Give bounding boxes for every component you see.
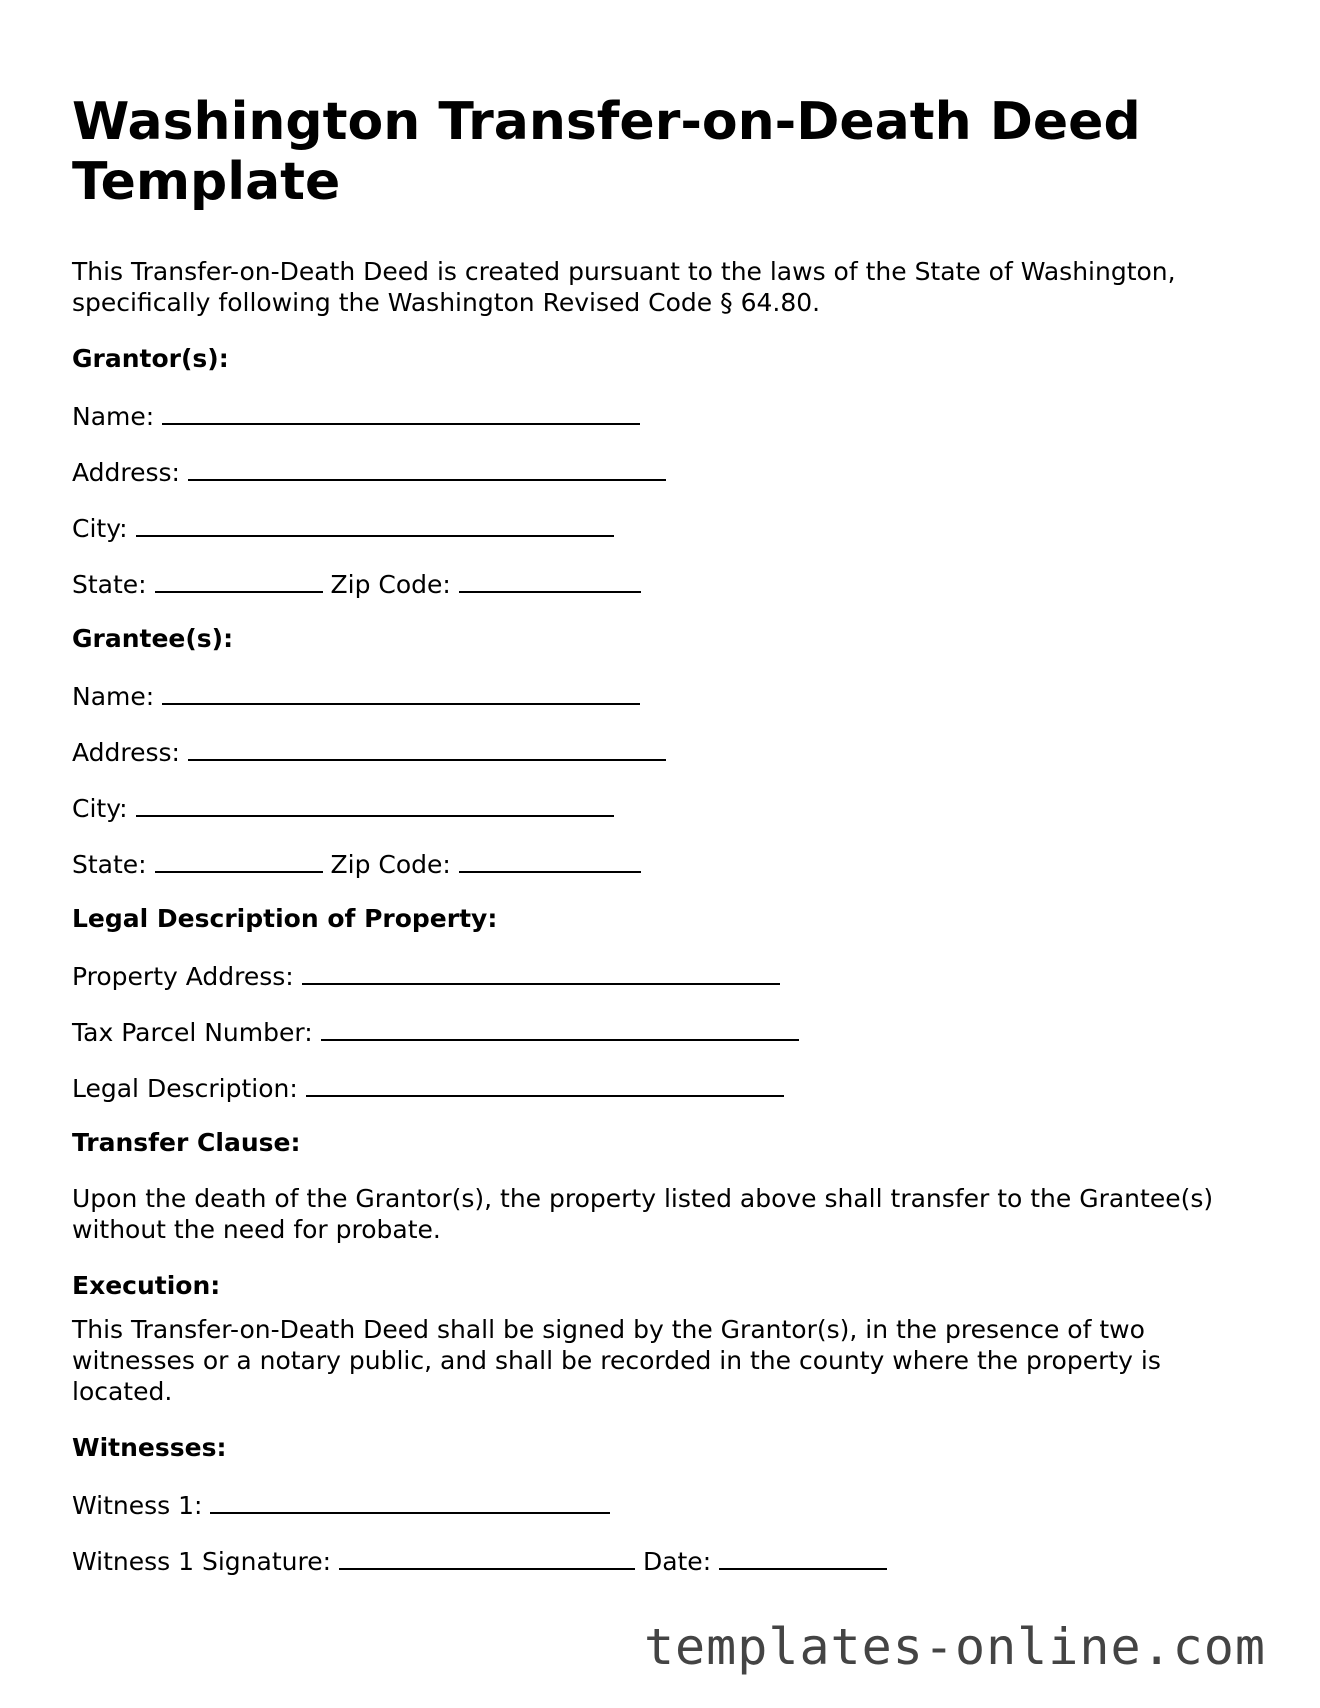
tax-parcel-field[interactable]: [321, 1015, 799, 1041]
grantor-zip-field[interactable]: [459, 567, 641, 593]
grantor-zip-label: Zip Code:: [330, 570, 451, 599]
document-title: Washington Transfer-on-Death Deed Template: [72, 92, 1141, 212]
execution-heading: Execution:: [72, 1271, 221, 1300]
witness1-label: Witness 1:: [72, 1491, 203, 1520]
witness1-date-field[interactable]: [719, 1544, 887, 1570]
transfer-clause-heading: Transfer Clause:: [72, 1128, 301, 1157]
grantee-heading: Grantee(s):: [72, 624, 234, 653]
intro-paragraph: This Transfer-on-Death Deed is created pursuant to the laws of the State of Washington, specifically following the Washington Revised Code § 64.80.: [72, 257, 1176, 317]
watermark-text: templates-online.com: [643, 1618, 1266, 1676]
witness1-signature-label: Witness 1 Signature:: [72, 1547, 332, 1576]
grantee-address-field[interactable]: [188, 735, 666, 761]
legal-description-field[interactable]: [306, 1071, 784, 1097]
property-heading: Legal Description of Property:: [72, 904, 498, 933]
grantee-zip-label: Zip Code:: [330, 850, 451, 879]
witnesses-heading: Witnesses:: [72, 1433, 227, 1462]
witness1-signature-row: [72, 1544, 1248, 1600]
grantee-name-field[interactable]: [162, 679, 640, 705]
grantor-state-label: State:: [72, 570, 147, 599]
grantee-city-row: [72, 791, 1248, 847]
grantor-address-label: Address:: [72, 458, 180, 487]
grantee-city-label: City:: [72, 794, 128, 823]
grantee-address-label: Address:: [72, 738, 180, 767]
grantor-state-field[interactable]: [155, 567, 323, 593]
grantee-state-zip-row: [72, 847, 1248, 903]
grantor-city-field[interactable]: [136, 511, 614, 537]
grantor-name-field[interactable]: [162, 399, 640, 425]
grantee-city-field[interactable]: [136, 791, 614, 817]
execution-text: This Transfer-on-Death Deed shall be signed by the Grantor(s), in the presence of two witnesses or a notary public, and shall be recorded in the county where the property is located.: [72, 1315, 1161, 1406]
property-address-field[interactable]: [302, 959, 780, 985]
grantor-name-row: [72, 399, 1248, 455]
witness1-field[interactable]: [210, 1488, 610, 1514]
legal-description-label: Legal Description:: [72, 1074, 298, 1103]
grantee-name-label: Name:: [72, 682, 155, 711]
grantee-name-row: [72, 679, 1248, 735]
grantor-city-row: [72, 511, 1248, 567]
grantee-zip-field[interactable]: [459, 847, 641, 873]
witness1-signature-field[interactable]: [339, 1544, 635, 1570]
tax-parcel-row: [72, 1015, 1248, 1071]
grantor-address-field[interactable]: [188, 455, 666, 481]
grantee-state-field[interactable]: [155, 847, 323, 873]
legal-description-row: [72, 1071, 1248, 1127]
document-page: [72, 92, 1248, 1600]
property-address-label: Property Address:: [72, 962, 294, 991]
grantee-address-row: [72, 735, 1248, 791]
witness1-row: [72, 1488, 1248, 1544]
witness1-date-label: Date:: [642, 1547, 712, 1576]
grantor-heading: Grantor(s):: [72, 344, 229, 373]
grantee-state-label: State:: [72, 850, 147, 879]
property-address-row: [72, 959, 1248, 1015]
grantor-address-row: [72, 455, 1248, 511]
grantor-city-label: City:: [72, 514, 128, 543]
grantor-state-zip-row: [72, 567, 1248, 623]
transfer-clause-block: [72, 1183, 1248, 1270]
grantor-name-label: Name:: [72, 402, 155, 431]
execution-block: [72, 1314, 1248, 1432]
tax-parcel-label: Tax Parcel Number:: [72, 1018, 313, 1047]
transfer-clause-text: Upon the death of the Grantor(s), the property listed above shall transfer to the Grantee(s) without the need for probate.: [72, 1184, 1214, 1244]
